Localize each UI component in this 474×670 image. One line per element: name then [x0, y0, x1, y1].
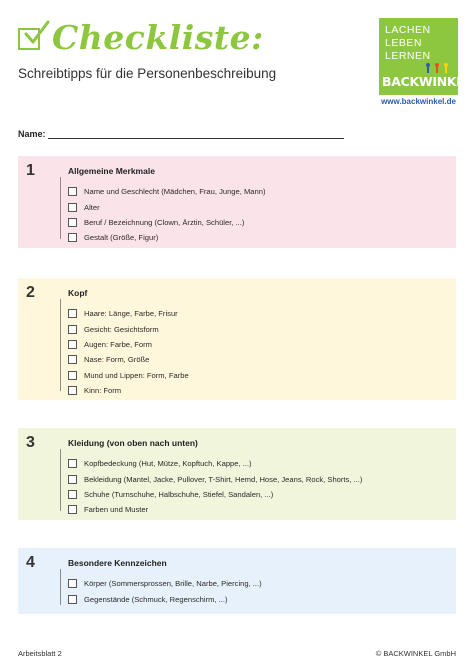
checklist-item	[68, 306, 189, 321]
checklist-item	[68, 487, 362, 502]
checklist-item	[68, 215, 266, 230]
checklist-item	[68, 352, 189, 367]
section-3	[18, 428, 456, 520]
checkbox[interactable]	[68, 355, 77, 364]
brand-line-2: LEBEN	[385, 37, 422, 49]
name-label: Name:	[18, 129, 46, 139]
checkbox[interactable]	[68, 187, 77, 196]
section-divider	[60, 569, 61, 605]
checklist-item-label: Beruf / Bezeichnung (Clown, Ärztin, Schüler, ...)	[84, 217, 245, 227]
brand-figures-icon	[423, 62, 451, 74]
checkmark-icon	[24, 20, 50, 46]
checklist-item-label: Gesicht: Gesichtsform	[84, 324, 159, 334]
section-4	[18, 548, 456, 614]
checklist-item-label: Alter	[84, 202, 100, 212]
section-number: 2	[26, 284, 35, 301]
checklist-item	[68, 230, 266, 245]
page-subtitle: Schreibtipps für die Personenbeschreibung	[18, 66, 277, 81]
checklist	[68, 456, 362, 518]
checklist-item-label: Körper (Sommersprossen, Brille, Narbe, Piercing, ...)	[84, 579, 262, 589]
checkbox[interactable]	[68, 475, 77, 484]
checkbox[interactable]	[68, 371, 77, 380]
checklist-item-label: Farben und Muster	[84, 505, 149, 515]
checklist-item-label: Gestalt (Größe, Figur)	[84, 233, 159, 243]
checkbox[interactable]	[68, 579, 77, 588]
footer-worksheet-label: Arbeitsblatt 2	[18, 649, 62, 658]
checklist-item-label: Gegenstände (Schmuck, Regenschirm, ...)	[84, 594, 228, 604]
section-divider	[60, 449, 61, 511]
brand-name: BACKWINKEL	[382, 74, 473, 89]
page-title: Checkliste:	[52, 18, 264, 57]
checklist-item-label: Kinn: Form	[84, 386, 122, 396]
section-title: Allgemeine Merkmale	[68, 166, 155, 176]
checkbox[interactable]	[68, 505, 77, 514]
brand-logo	[379, 18, 473, 95]
checklist	[68, 184, 266, 246]
footer-copyright: © BACKWINKEL GmbH	[375, 649, 456, 658]
checkbox[interactable]	[68, 203, 77, 212]
brand-line-1: LACHEN	[385, 24, 431, 36]
checklist-item	[68, 456, 362, 471]
section-title: Kopf	[68, 288, 88, 298]
checkbox[interactable]	[68, 340, 77, 349]
checklist-item	[68, 383, 189, 398]
checklist-item-label: Augen: Farbe, Form	[84, 339, 152, 349]
checkbox[interactable]	[68, 459, 77, 468]
checkbox[interactable]	[68, 595, 77, 604]
checklist-item	[68, 337, 189, 352]
checklist-item	[68, 321, 189, 336]
checklist-item-label: Bekleidung (Mantel, Jacke, Pullover, T-Shirt, Hemd, Hose, Jeans, Rock, Shorts, ...)	[84, 474, 363, 484]
checkbox[interactable]	[68, 325, 77, 334]
section-divider	[60, 299, 61, 391]
checklist-item-label: Haare: Länge, Farbe, Frisur	[84, 309, 178, 319]
section-number: 3	[26, 434, 35, 451]
name-field[interactable]	[48, 138, 344, 139]
checkbox[interactable]	[68, 386, 77, 395]
checklist-item	[68, 199, 266, 214]
brand-url[interactable]: www.backwinkel.de	[381, 97, 456, 106]
checklist-item	[68, 368, 189, 383]
checkbox[interactable]	[68, 490, 77, 499]
section-title: Kleidung (von oben nach unten)	[68, 438, 198, 448]
checklist-item-label: Name und Geschlecht (Mädchen, Frau, Junge, Mann)	[84, 187, 266, 197]
checklist	[68, 576, 262, 607]
checklist-item-label: Schuhe (Turnschuhe, Halbschuhe, Stiefel, Sandalen, ...)	[84, 489, 274, 499]
section-1	[18, 156, 456, 248]
checklist-item	[68, 576, 262, 591]
checklist-item	[68, 591, 262, 606]
checkbox[interactable]	[68, 218, 77, 227]
section-title: Besondere Kennzeichen	[68, 558, 167, 568]
checklist-item-label: Mund und Lippen: Form, Farbe	[84, 370, 189, 380]
checklist-item	[68, 471, 362, 486]
section-divider	[60, 177, 61, 239]
checkbox[interactable]	[68, 309, 77, 318]
checklist-item	[68, 502, 362, 517]
checkbox[interactable]	[68, 233, 77, 242]
checklist-item-label: Nase: Form, Größe	[84, 355, 150, 365]
section-2	[18, 278, 456, 400]
section-number: 1	[26, 162, 35, 179]
section-number: 4	[26, 554, 35, 571]
checklist	[68, 306, 189, 398]
brand-line-3: LERNEN	[385, 50, 431, 62]
checklist-item-label: Kopfbedeckung (Hut, Mütze, Kopftuch, Kappe, ...)	[84, 459, 252, 469]
checklist-item	[68, 184, 266, 199]
